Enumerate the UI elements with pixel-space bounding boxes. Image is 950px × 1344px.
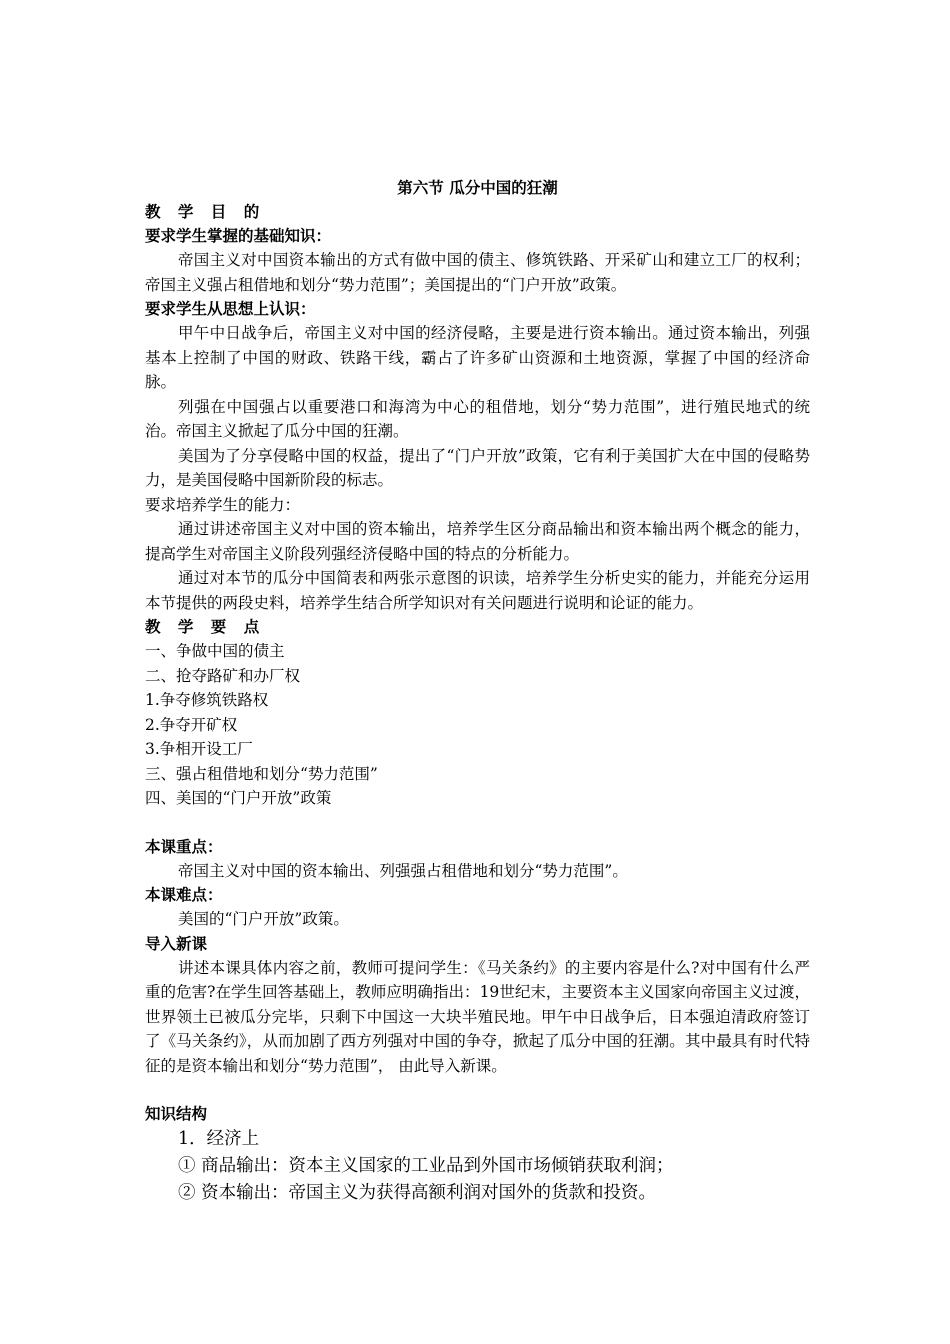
point-item: 四、美国的“门户开放”政策 (145, 789, 332, 807)
basic-knowledge-paragraph: 帝国主义对中国资本输出的方式有做中国的债主、修筑铁路、开采矿山和建立工厂的权利；帝国主义强占租借地和划分“势力范围”；美国提出的“门户开放”政策。 (145, 251, 810, 294)
teaching-points-heading: 教 学 要 点 (145, 617, 266, 636)
structure-item: 1．经济上 (178, 1129, 260, 1149)
point-item: 一、争做中国的债主 (145, 642, 285, 660)
blank-line (145, 1078, 810, 1102)
ability-paragraph-2: 通过对本节的瓜分中国简表和两张示意图的识读，培养学生分析史实的能力，并能充分运用本节提供的两段史料，培养学生结合所学知识对有关问题进行说明和论证的能力。 (145, 569, 810, 612)
point-item: 2.争夺开矿权 (145, 715, 238, 734)
focus-text: 帝国主义对中国的资本输出、列强强占租借地和划分“势力范围”。 (178, 861, 628, 880)
structure-item: ① 商品输出：资本主义国家的工业品到外国市场倾销获取利润； (178, 1156, 674, 1176)
intro-heading: 导入新课 (145, 933, 208, 953)
focus-heading: 本课重点： (145, 836, 223, 856)
structure-item: ② 资本输出：帝国主义为获得高额利润对国外的货款和投资。 (178, 1183, 657, 1203)
point-item: 3.争相开设工厂 (145, 740, 253, 758)
point-item: 三、强占租借地和划分“势力范围” (145, 764, 378, 783)
ability-heading: 要求培养学生的能力： (145, 495, 301, 514)
teaching-goals-heading: 教 学 目 的 (145, 202, 266, 221)
thought-heading: 要求学生从思想上认识： (145, 299, 316, 318)
intro-paragraph: 讲述本课具体内容之前，教师可提问学生：《马关条约》的主要内容是什么?对中国有什么严重的危害?在学生回答基础上，教师应明确指出：19世纪末，主要资本主义国家向帝国主义过渡，世界领土已被瓜分完毕，只剩下中国这一大块半殖民地。甲午中日战争后，日本强迫清政府签订了《马关条约》，从而加剧了西方列强对中国的争夺，掀起了瓜分中国的狂潮。其中最具有时代特征的是资本输出和划分“势力范围”， 由此导入新课。 (145, 958, 810, 1075)
point-item: 1.争夺修筑铁路权 (145, 691, 269, 709)
thought-paragraph-1: 甲午中日战争后，帝国主义对中国的经济侵略，主要是进行资本输出。通过资本输出，列强基本上控制了中国的财政、铁路干线，霸占了许多矿山资源和土地资源，掌握了中国的经济命脉。 (145, 324, 810, 391)
thought-paragraph-2: 列强在中国强占以重要港口和海湾为中心的租借地，划分“势力范围”，进行殖民地式的统治。帝国主义掀起了瓜分中国的狂潮。 (145, 397, 810, 440)
thought-paragraph-3: 美国为了分享侵略中国的权益，提出了“门户开放”政策，它有利于美国扩大在中国的侵略势力，是美国侵略中国新阶段的标志。 (145, 446, 810, 489)
structure-heading: 知识结构 (145, 1104, 208, 1123)
section-title: 第六节 瓜分中国的狂潮 (397, 178, 558, 197)
difficult-heading: 本课难点： (145, 885, 223, 904)
point-item: 二、抢夺路矿和办厂权 (145, 666, 301, 685)
difficult-text: 美国的“门户开放”政策。 (178, 910, 349, 928)
basic-knowledge-heading: 要求学生掌握的基础知识： (145, 226, 332, 245)
document-body (145, 176, 810, 1207)
ability-paragraph-1: 通过讲述帝国主义对中国的资本输出，培养学生区分商品输出和资本输出两个概念的能力，提高学生对帝国主义阶段列强经济侵略中国的特点的分析能力。 (145, 520, 810, 563)
blank-line (145, 811, 810, 835)
